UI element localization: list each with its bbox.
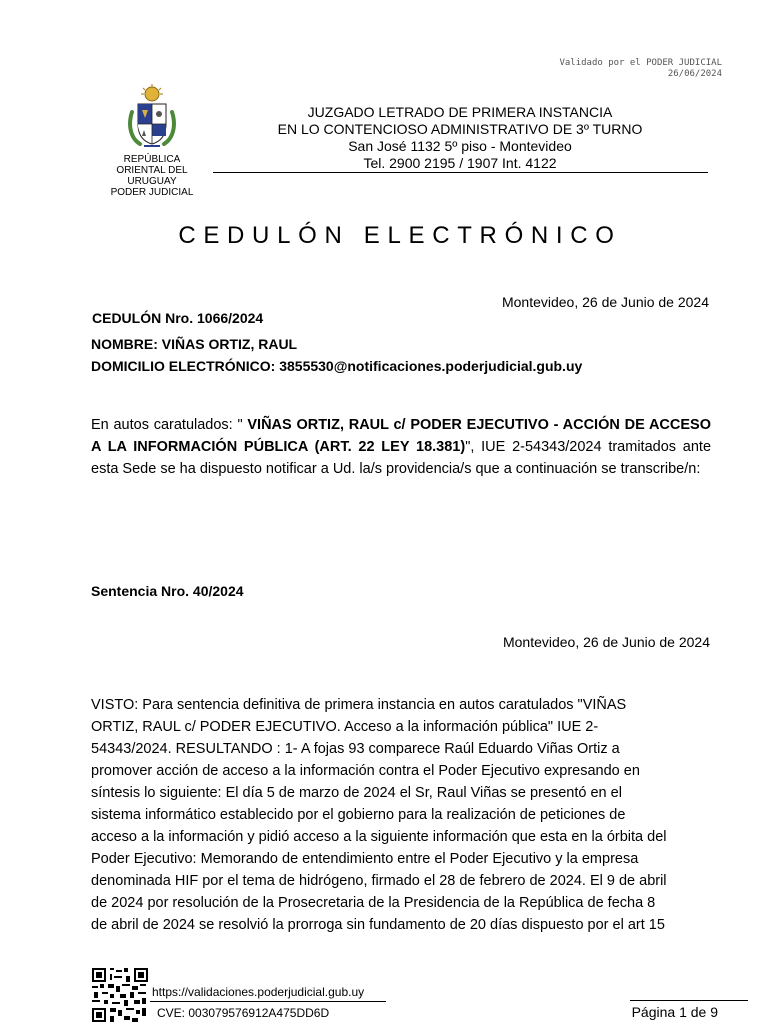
case-title: VIÑAS ORTIZ, RAUL c/ PODER EJECUTIVO - ACCIÓN DE ACCESO A LA INFORMACIÓN PÚBLICA (ART. 22 LEY 18.381) xyxy=(91,417,711,455)
page-number: Página 1 de 9 xyxy=(631,1004,718,1020)
validation-stamp-date: 26/06/2024 xyxy=(667,69,722,79)
body-line: VISTO: Para sentencia definitiva de primera instancia en autos caratulados "VIÑAS xyxy=(91,697,627,713)
header-divider xyxy=(213,172,708,173)
body-line: acceso a la información y pidió acceso a la siguiente información que esta en la órbita del xyxy=(91,829,667,845)
body-line: síntesis lo siguiente: El día 5 de marzo de 2024 el Sr, Raul Viñas se presentó en el xyxy=(91,785,622,801)
footer-divider xyxy=(150,1001,386,1002)
intro-paragraph xyxy=(91,414,711,480)
court-phone: Tel. 2900 2195 / 1907 Int. 4122 xyxy=(363,155,557,171)
cedulon-number: CEDULÓN Nro. 1066/2024 xyxy=(92,310,264,326)
recipient-electronic-address: DOMICILIO ELECTRÓNICO: 3855530@notificaciones.poderjudicial.gub.uy xyxy=(91,358,583,374)
intro-prefix: En autos caratulados: " xyxy=(91,417,248,433)
validation-url[interactable]: https://validaciones.poderjudicial.gub.uy xyxy=(152,985,365,999)
validation-stamp xyxy=(559,58,722,80)
court-name-line-1: JUZGADO LETRADO DE PRIMERA INSTANCIA xyxy=(307,104,613,120)
body-line: promover acción de acceso a la información contra el Poder Ejecutivo expresando en xyxy=(91,763,640,779)
body-line: de 2024 por resolución de la Prosecretaria de la Presidencia de la República de fecha 8 xyxy=(91,895,656,911)
body-line: Poder Ejecutivo: Memorando de entendimiento entre el Poder Ejecutivo y la empresa xyxy=(91,851,639,867)
body-line: 54343/2024. RESULTANDO : 1- A fojas 93 comparece Raúl Eduardo Viñas Ortiz a xyxy=(91,741,620,757)
body-line: de abril de 2024 se resolvió la prorroga sin fundamento de 20 días dispuesto por el art 15 xyxy=(91,917,665,933)
document-date: Montevideo, 26 de Junio de 2024 xyxy=(501,294,709,310)
body-line: sistema informático establecido por el gobierno para la realización de peticiones de xyxy=(91,807,626,823)
crest-caption-line-1: REPÚBLICA xyxy=(123,154,181,165)
validation-code: CVE: 003079576912A475DD6D xyxy=(157,1006,330,1020)
coat-of-arms-icon xyxy=(126,84,178,150)
sentencia-date: Montevideo, 26 de Junio de 2024 xyxy=(502,634,710,650)
sentencia-number: Sentencia Nro. 40/2024 xyxy=(91,583,244,599)
document-title: CEDULÓN ELECTRÓNICO xyxy=(178,222,622,249)
intro-suffix: ", IUE 2-54343/2024 tramitados ante esta Sede se ha dispuesto notificar a Ud. la/s providencia/s que a continuación se transcribe/n: xyxy=(91,439,712,477)
sentencia-body xyxy=(91,694,713,936)
crest-caption-line-3: URUGUAY xyxy=(127,176,177,187)
court-name-line-2: EN LO CONTENCIOSO ADMINISTRATIVO DE 3º TURNO xyxy=(277,121,643,137)
body-line: denominada HIF por el tema de hidrógeno, firmado el 28 de febrero de 2024. El 9 de abril xyxy=(91,873,667,889)
body-line: ORTIZ, RAUL c/ PODER EJECUTIVO. Acceso a la información pública" IUE 2- xyxy=(91,719,599,735)
validation-stamp-line-1: Validado por el PODER JUDICIAL xyxy=(559,58,722,68)
crest-caption-line-2: ORIENTAL DEL xyxy=(116,165,188,176)
recipient-name: NOMBRE: VIÑAS ORTIZ, RAUL xyxy=(91,336,298,352)
court-address: San José 1132 5º piso - Montevideo xyxy=(348,138,572,154)
court-header xyxy=(250,104,670,172)
crest-caption-line-4: PODER JUDICIAL xyxy=(110,187,194,198)
qr-code-icon xyxy=(92,968,148,1022)
page-number-divider xyxy=(630,1000,748,1001)
crest-caption xyxy=(100,154,204,198)
